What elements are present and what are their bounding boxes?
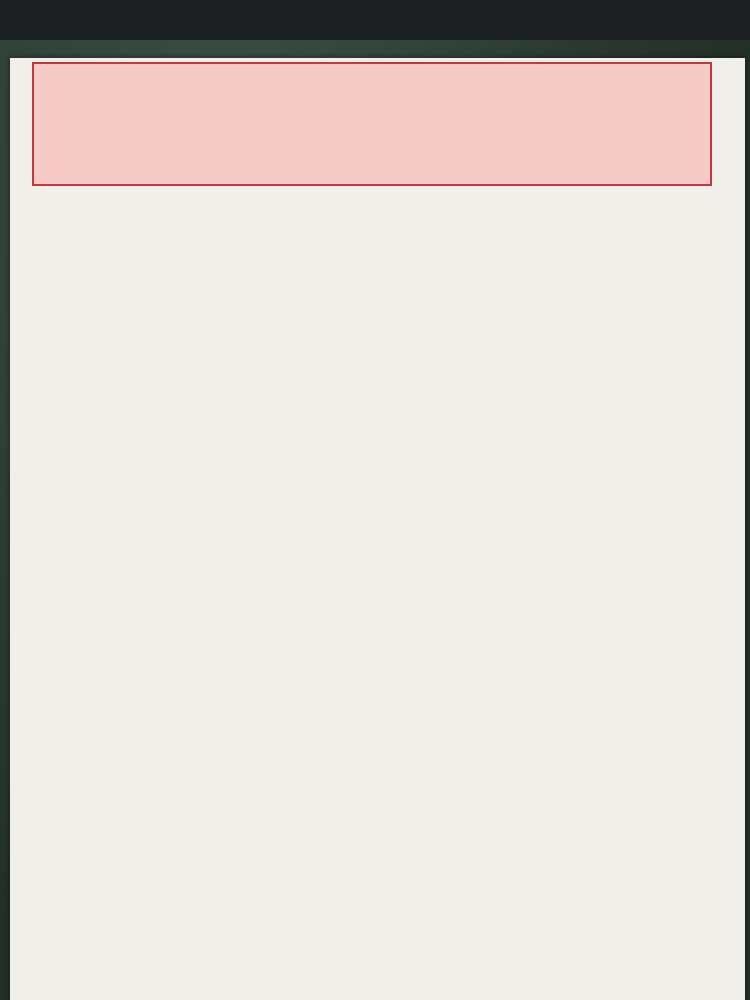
top-edge [0,0,750,40]
specialties-box [32,62,712,186]
menu-sheet [10,58,745,1000]
